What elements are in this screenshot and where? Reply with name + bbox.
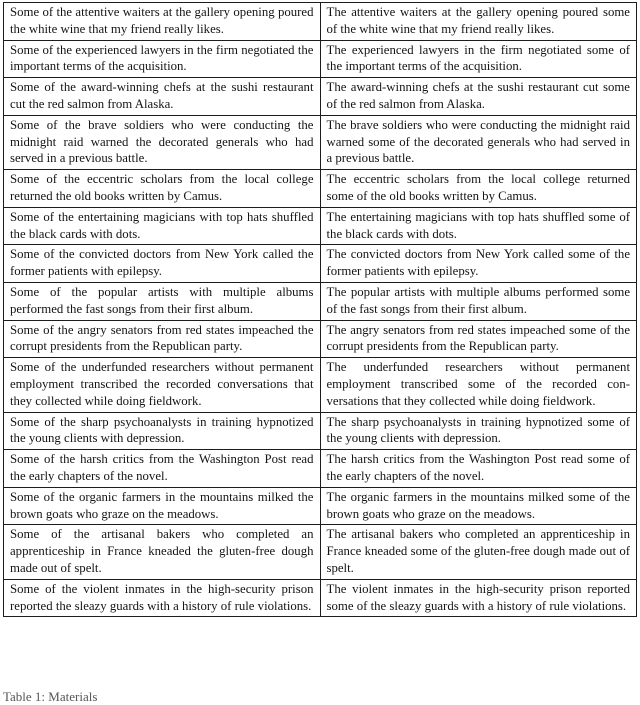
sentence-cell-right: The underfunded researchers without permanent employment transcribed some of the recorded conversations that they collected while doing fieldwork. bbox=[320, 358, 637, 412]
sentence-cell-right: The organic farmers in the mountains milked some of the brown goats who graze on the meadows. bbox=[320, 487, 637, 525]
sentence-cell-left: Some of the angry senators from red states impeached the corrupt presidents from the Republican party. bbox=[4, 320, 321, 358]
sentence-cell-left: Some of the eccentric scholars from the local college returned the old books written by Camus. bbox=[4, 170, 321, 208]
sentence-cell-left: Some of the artisanal bakers who completed an apprenticeship in France kneaded the gluten-free dough made out of spelt. bbox=[4, 525, 321, 579]
sentence-cell-right: The convicted doctors from New York called some of the former patients with epilepsy. bbox=[320, 245, 637, 283]
table-row bbox=[4, 282, 637, 320]
table-row bbox=[4, 487, 637, 525]
sentence-cell-right: The experienced lawyers in the firm negotiated some of the important terms of the acquisition. bbox=[320, 40, 637, 78]
table-row bbox=[4, 450, 637, 488]
sentence-cell-left: Some of the popular artists with multiple albums performed the fast songs from their first album. bbox=[4, 282, 321, 320]
sentence-cell-right: The harsh critics from the Washington Post read some of the early chapters of the novel. bbox=[320, 450, 637, 488]
sentence-cell-right: The award-winning chefs at the sushi restaurant cut some of the red salmon from Alaska. bbox=[320, 78, 637, 116]
table-row bbox=[4, 3, 637, 41]
table-row bbox=[4, 525, 637, 579]
sentence-cell-left: Some of the underfunded researchers without permanent employment transcribed the recorded conversations that they collected while doing fieldwork. bbox=[4, 358, 321, 412]
sentence-cell-right: The sharp psychoanalysts in training hypnotized some of the young clients with depression. bbox=[320, 412, 637, 450]
sentence-cell-right: The angry senators from red states impeached some of the corrupt presidents from the Republican party. bbox=[320, 320, 637, 358]
sentence-cell-left: Some of the attentive waiters at the gallery opening poured the white wine that my friend really likes. bbox=[4, 3, 321, 41]
sentence-cell-right: The attentive waiters at the gallery opening poured some of the white wine that my friend really likes. bbox=[320, 3, 637, 41]
table-row bbox=[4, 170, 637, 208]
table-row bbox=[4, 320, 637, 358]
table-caption-partial: Table 1: Materials bbox=[3, 689, 98, 704]
sentence-cell-left: Some of the brave soldiers who were conducting the midnight raid warned the decorated generals who had served in a previous battle. bbox=[4, 115, 321, 169]
paper-table-figure bbox=[0, 2, 640, 704]
table-row bbox=[4, 78, 637, 116]
sentence-cell-left: Some of the sharp psychoanalysts in training hypnotized the young clients with depression. bbox=[4, 412, 321, 450]
sentence-cell-left: Some of the entertaining magicians with top hats shuffled the black cards with dots. bbox=[4, 207, 321, 245]
table-row bbox=[4, 115, 637, 169]
sentence-cell-right: The brave soldiers who were conducting the midnight raid warned some of the decorated generals who had served in a previous battle. bbox=[320, 115, 637, 169]
table-row bbox=[4, 579, 637, 617]
table-row bbox=[4, 40, 637, 78]
sentence-cell-left: Some of the convicted doctors from New York called the former patients with epilepsy. bbox=[4, 245, 321, 283]
sentence-cell-right: The eccentric scholars from the local college returned some of the old books written by Camus. bbox=[320, 170, 637, 208]
sentence-cell-left: Some of the award-winning chefs at the sushi restaurant cut the red salmon from Alaska. bbox=[4, 78, 321, 116]
sentence-cell-left: Some of the organic farmers in the mountains milked the brown goats who graze on the meadows. bbox=[4, 487, 321, 525]
sentence-cell-left: Some of the experienced lawyers in the firm negotiated the important terms of the acquisition. bbox=[4, 40, 321, 78]
table-row bbox=[4, 245, 637, 283]
sentence-cell-right: The violent inmates in the high-security prison reported some of the sleazy guards with a history of rule violations. bbox=[320, 579, 637, 617]
sentence-cell-right: The entertaining magicians with top hats shuffled some of the black cards with dots. bbox=[320, 207, 637, 245]
table-row bbox=[4, 358, 637, 412]
table-row bbox=[4, 207, 637, 245]
sentence-cell-left: Some of the violent inmates in the high-security prison reported the sleazy guards with a history of rule violations. bbox=[4, 579, 321, 617]
sentence-cell-right: The popular artists with multiple albums performed some of the fast songs from their first album. bbox=[320, 282, 637, 320]
sentence-cell-right: The artisanal bakers who completed an apprenticeship in France kneaded some of the gluten-free dough made out of spelt. bbox=[320, 525, 637, 579]
sentence-cell-left: Some of the harsh critics from the Washington Post read the early chapters of the novel. bbox=[4, 450, 321, 488]
table-row bbox=[4, 412, 637, 450]
materials-table bbox=[3, 2, 637, 617]
